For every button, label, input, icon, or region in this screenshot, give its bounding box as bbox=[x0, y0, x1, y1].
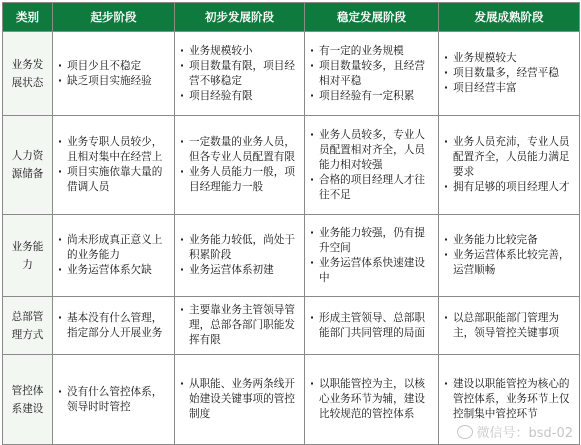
row-hr-reserve bbox=[3, 116, 580, 215]
development-stage-matrix bbox=[2, 2, 580, 445]
bullet-point: · 没有什么管控体系，领导时时管控 bbox=[57, 385, 171, 415]
bullet-list bbox=[309, 44, 435, 104]
bullet-point: · 建设以职能管控为核心的管控体系，业务环节上仅控制集中管控环节 bbox=[443, 377, 576, 422]
bullet-point: · 项目数量有限，项目经营不够稳定 bbox=[179, 59, 301, 89]
row-category-label: 人力资源储备 bbox=[3, 116, 53, 215]
header-stage-early-growth: 初步发展阶段 bbox=[175, 3, 305, 32]
bullet-point: · 业务人员较多，专业人员配置相对齐全，人员能力相对较强 bbox=[309, 128, 435, 173]
bullet-point: · 业务能力比较完备 bbox=[443, 233, 576, 248]
bullet-point: · 项目数量多，经营平稳 bbox=[443, 66, 576, 81]
stage-cell bbox=[53, 32, 175, 116]
bullet-point: · 基本没有什么管理，指定部分人开展业务 bbox=[57, 311, 171, 341]
stage-cell bbox=[53, 355, 175, 445]
header-stage-stable-growth: 稳定发展阶段 bbox=[305, 3, 439, 32]
bullet-point: · 合格的项目经理人才往往不足 bbox=[309, 173, 435, 203]
watermark bbox=[457, 422, 573, 441]
header-row bbox=[3, 3, 580, 32]
bullet-point: · 项目经营丰富 bbox=[443, 81, 576, 96]
bullet-point: · 业务运营体系快速建设中 bbox=[309, 256, 435, 286]
bullet-list bbox=[179, 377, 301, 422]
stage-cell bbox=[305, 116, 439, 215]
stage-cell bbox=[439, 297, 580, 355]
bullet-point: · 一定数量的业务人员，但各专业人员配置有限 bbox=[179, 135, 301, 165]
bullet-list bbox=[57, 385, 171, 415]
bullet-list bbox=[443, 135, 576, 195]
bullet-point: · 形成主管领导、总部职能部门共同管理的局面 bbox=[309, 311, 435, 341]
matrix-body bbox=[3, 32, 580, 445]
stage-cell bbox=[175, 355, 305, 445]
bullet-point: · 业务运营体系初建 bbox=[179, 263, 301, 278]
matrix-header bbox=[3, 3, 580, 32]
bullet-point: · 项目少且不稳定 bbox=[57, 59, 171, 74]
stage-cell bbox=[53, 215, 175, 297]
bullet-point: · 项目经验有一定积累 bbox=[309, 89, 435, 104]
bullet-list bbox=[443, 377, 576, 422]
bullet-point: · 项目数量较多，且经营相对平稳 bbox=[309, 59, 435, 89]
bullet-list bbox=[57, 233, 171, 278]
bullet-list bbox=[179, 44, 301, 104]
bullet-point: · 业务能力较低，尚处于积累阶段 bbox=[179, 233, 301, 263]
bullet-list bbox=[443, 233, 576, 278]
row-hq-management bbox=[3, 297, 580, 355]
bullet-list bbox=[179, 233, 301, 278]
row-category-label: 总部管理方式 bbox=[3, 297, 53, 355]
bullet-point: · 项目经验有限 bbox=[179, 89, 301, 104]
bullet-list bbox=[179, 303, 301, 348]
stage-cell bbox=[439, 215, 580, 297]
row-category-label: 业务发展状态 bbox=[3, 32, 53, 116]
row-business-status bbox=[3, 32, 580, 116]
bullet-point: · 业务运营体系欠缺 bbox=[57, 263, 171, 278]
bullet-point: · 缺乏项目实施经验 bbox=[57, 74, 171, 89]
stage-cell bbox=[439, 116, 580, 215]
bullet-point: · 业务专职人员较少，且相对集中在经营上 bbox=[57, 135, 171, 165]
stage-cell bbox=[439, 32, 580, 116]
bullet-list bbox=[309, 226, 435, 286]
stage-cell bbox=[305, 32, 439, 116]
bullet-point: · 业务人员能力一般，项目经理能力一般 bbox=[179, 165, 301, 195]
stage-cell bbox=[175, 32, 305, 116]
bullet-list bbox=[443, 311, 576, 341]
bullet-list bbox=[179, 135, 301, 195]
bullet-list bbox=[57, 311, 171, 341]
bullet-point: · 业务规模较大 bbox=[443, 51, 576, 66]
bullet-list bbox=[309, 377, 435, 422]
bullet-point: · 有一定的业务规模 bbox=[309, 44, 435, 59]
watermark-text: 微信号：bsd-02 bbox=[476, 426, 573, 441]
bullet-point: · 项目实施依靠大量的借调人员 bbox=[57, 165, 171, 195]
bullet-list bbox=[309, 128, 435, 203]
row-category-label: 管控体系建设 bbox=[3, 355, 53, 445]
header-stage-startup: 起步阶段 bbox=[53, 3, 175, 32]
bullet-point: · 拥有足够的项目经理人才 bbox=[443, 180, 576, 195]
stage-cell bbox=[175, 297, 305, 355]
stage-cell bbox=[305, 215, 439, 297]
header-stage-mature: 发展成熟阶段 bbox=[439, 3, 580, 32]
stage-cell bbox=[175, 116, 305, 215]
bullet-point: · 主要靠业务主管领导管理，总部各部门职能发挥有限 bbox=[179, 303, 301, 348]
row-category-label: 业务能力 bbox=[3, 215, 53, 297]
bullet-list bbox=[309, 311, 435, 341]
stage-cell bbox=[305, 355, 439, 445]
stage-cell bbox=[305, 297, 439, 355]
stage-cell bbox=[53, 116, 175, 215]
bullet-point: · 以职能管控为主，以核心业务环节为辅，建设比较规范的管控体系 bbox=[309, 377, 435, 422]
stage-cell bbox=[175, 215, 305, 297]
bullet-point: · 业务规模较小 bbox=[179, 44, 301, 59]
bullet-point: · 从职能、业务两条线开始建设关键事项的管控制度 bbox=[179, 377, 301, 422]
wechat-icon bbox=[457, 425, 473, 439]
bullet-list bbox=[57, 59, 171, 89]
bullet-point: · 以总部职能部门管理为主，领导管控关键事项 bbox=[443, 311, 576, 341]
stage-cell bbox=[53, 297, 175, 355]
bullet-point: · 尚未形成真正意义上的业务能力 bbox=[57, 233, 171, 263]
bullet-point: · 业务运营体系比较完善，运营顺畅 bbox=[443, 248, 576, 278]
bullet-list bbox=[57, 135, 171, 195]
bullet-point: · 业务能力较强，仍有提升空间 bbox=[309, 226, 435, 256]
row-business-capability bbox=[3, 215, 580, 297]
bullet-list bbox=[443, 51, 576, 96]
bullet-point: · 业务人员充沛，专业人员配置齐全，人员能力满足要求 bbox=[443, 135, 576, 180]
header-category: 类别 bbox=[3, 3, 53, 32]
